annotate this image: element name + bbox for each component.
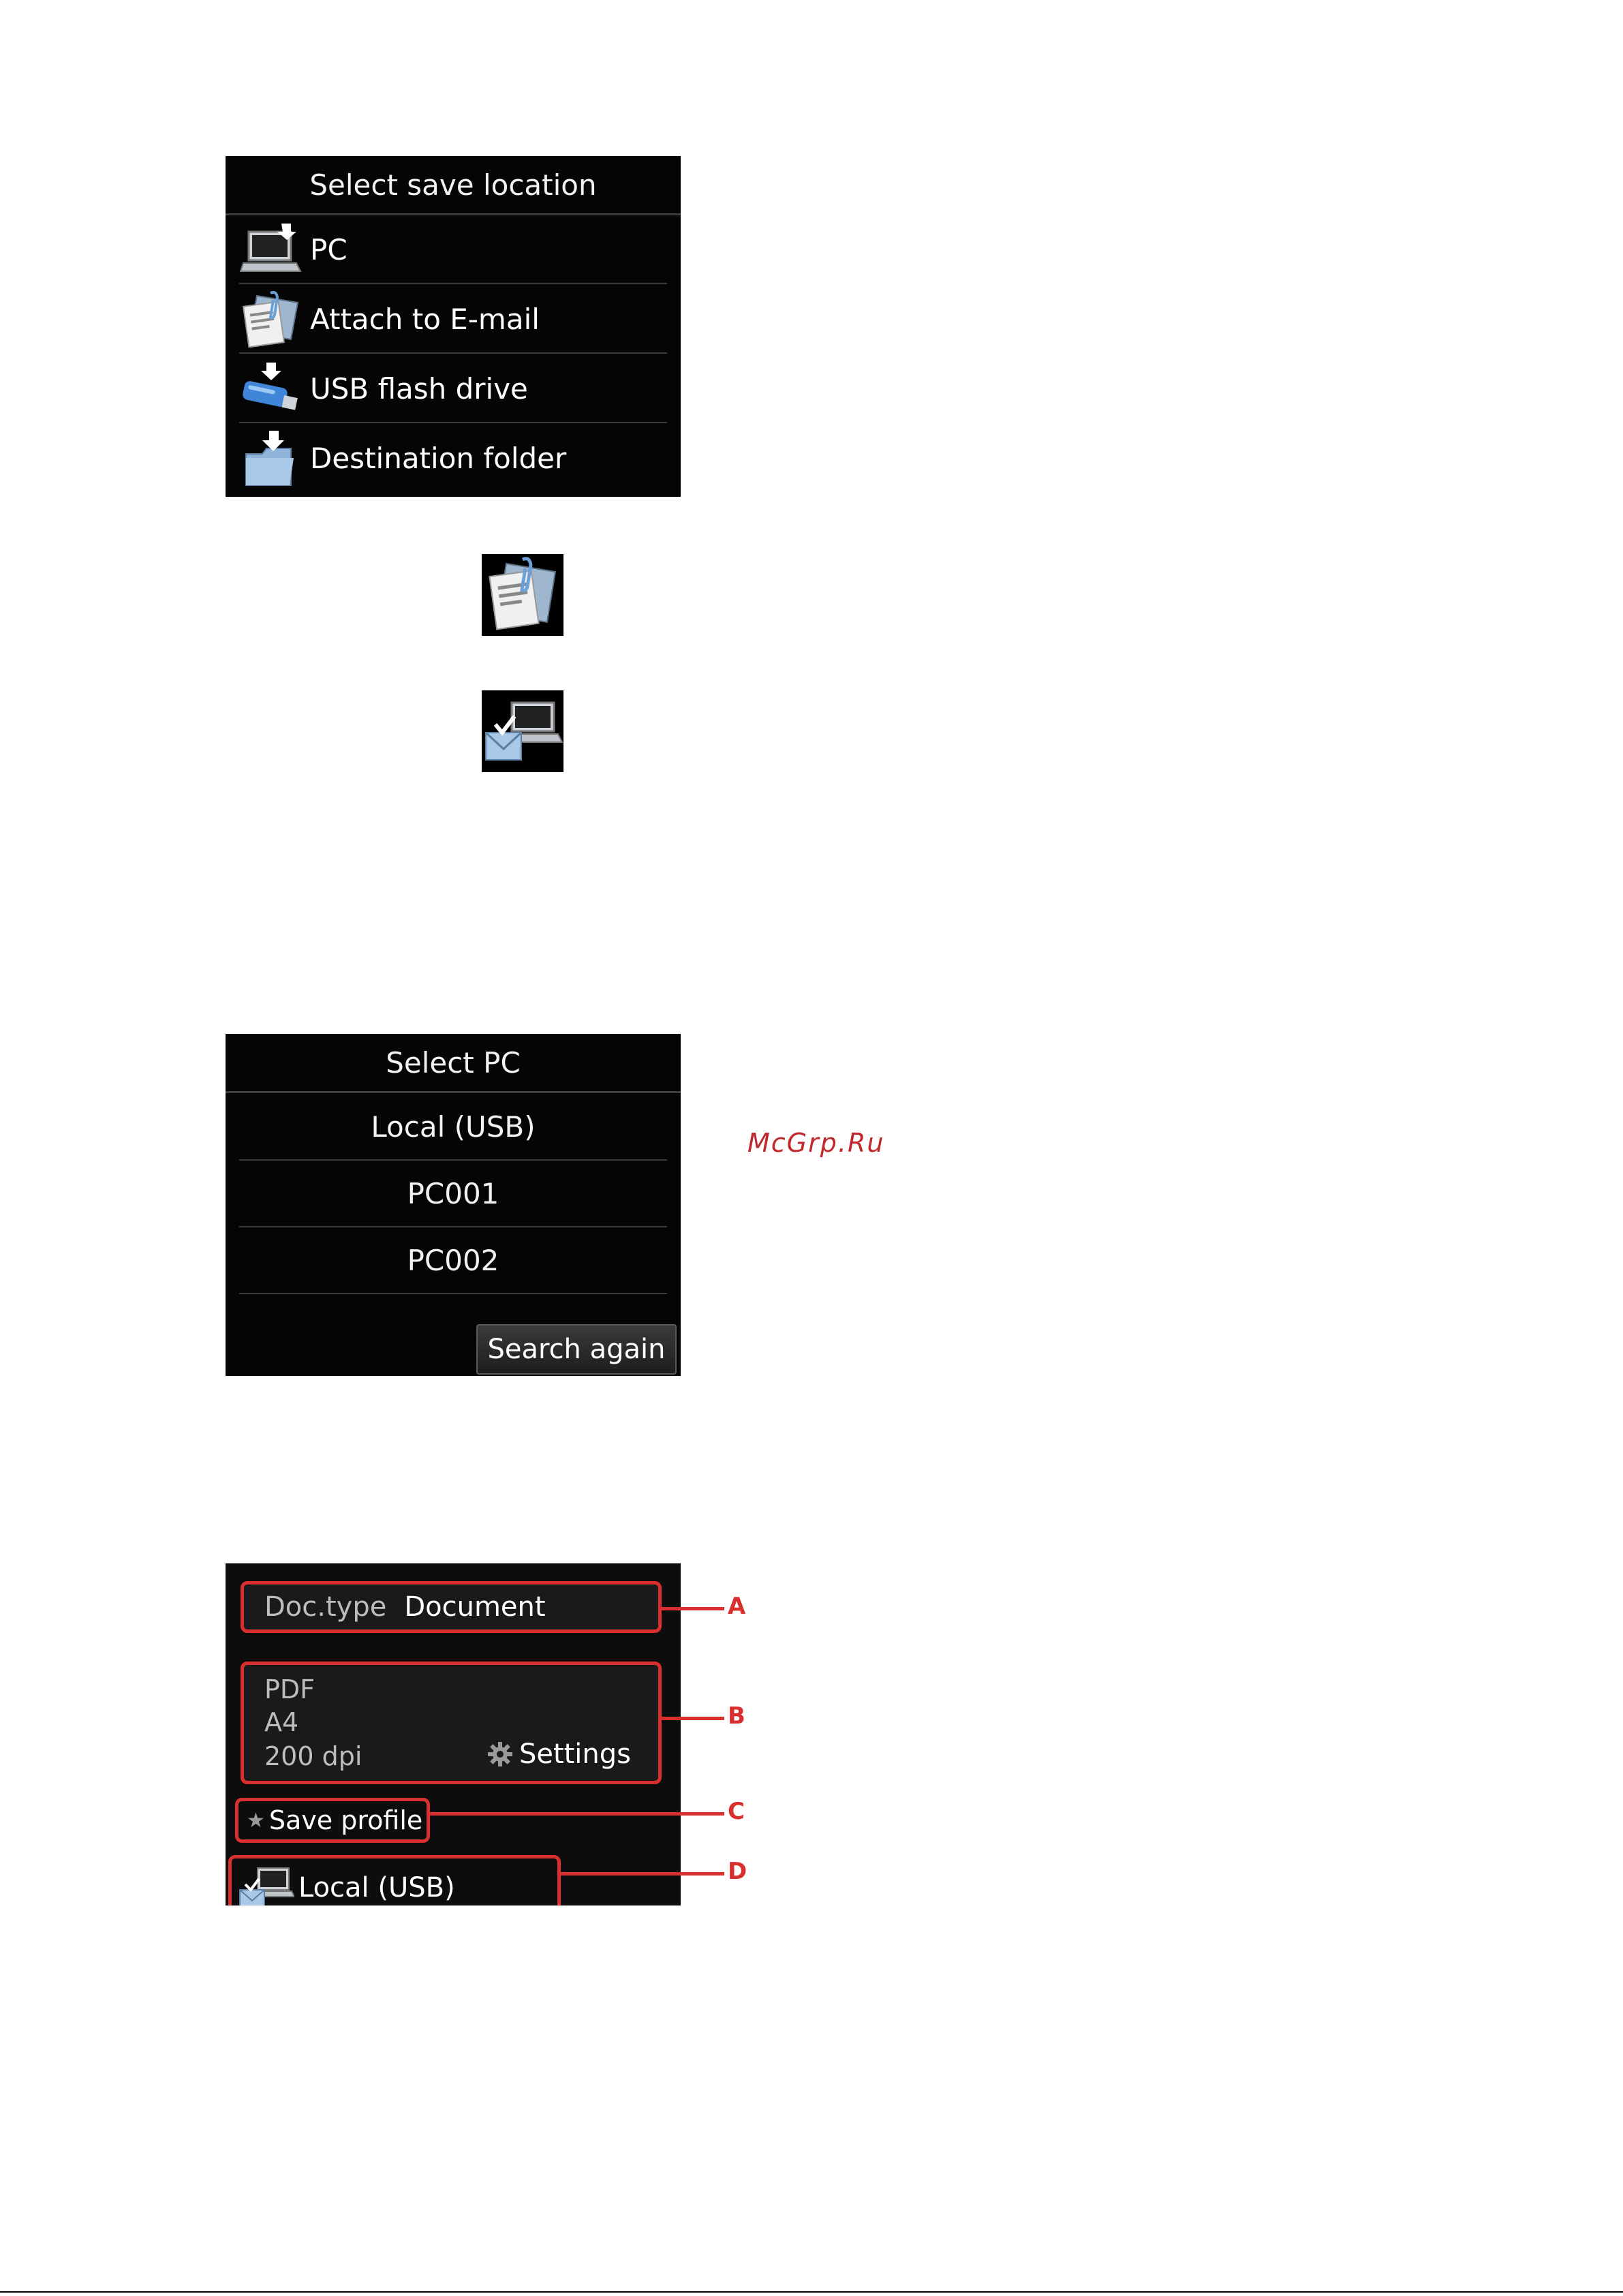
save-location-screen bbox=[226, 156, 681, 497]
gear-icon bbox=[486, 1741, 514, 1768]
save-location-item-email[interactable] bbox=[239, 286, 667, 354]
pc-list-item-local-usb[interactable]: Local (USB) bbox=[239, 1094, 667, 1161]
usb-drive-icon bbox=[239, 360, 307, 417]
page-bottom-rule bbox=[0, 2291, 1623, 2293]
save-location-item-usb[interactable] bbox=[239, 355, 667, 423]
callout-label-b: B bbox=[728, 1702, 745, 1730]
laptop-icon bbox=[239, 221, 307, 278]
pc-list-item-pc002[interactable]: PC002 bbox=[239, 1227, 667, 1294]
pc-list-item-pc001[interactable]: PC001 bbox=[239, 1161, 667, 1227]
doc-type-field[interactable] bbox=[241, 1581, 662, 1633]
callout-label-a: A bbox=[728, 1593, 746, 1620]
star-icon: ★ bbox=[247, 1808, 265, 1833]
select-pc-title: Select PC bbox=[226, 1034, 681, 1093]
email-attachment-icon bbox=[482, 554, 563, 636]
save-location-item-pc[interactable] bbox=[239, 216, 667, 284]
select-pc-screen bbox=[226, 1034, 681, 1376]
format-value: PDF bbox=[264, 1674, 315, 1704]
destination-label: Local (USB) bbox=[298, 1872, 455, 1903]
doc-type-value: Document bbox=[404, 1591, 546, 1623]
save-location-label: USB flash drive bbox=[310, 371, 528, 405]
pc-email-icon bbox=[237, 1865, 294, 1905]
save-location-item-folder[interactable] bbox=[239, 425, 667, 491]
watermark: McGrp.Ru bbox=[747, 1128, 885, 1158]
callout-line-d bbox=[561, 1872, 724, 1876]
callout-label-c: C bbox=[728, 1798, 745, 1825]
callout-line-a bbox=[662, 1607, 724, 1610]
pc-email-icon bbox=[482, 690, 563, 772]
save-profile-button[interactable] bbox=[235, 1798, 430, 1843]
save-profile-label: Save profile bbox=[268, 1805, 423, 1835]
size-value: A4 bbox=[264, 1707, 299, 1737]
doc-type-label: Doc.type bbox=[264, 1591, 387, 1623]
save-location-label: PC bbox=[310, 232, 347, 266]
save-location-label: Destination folder bbox=[310, 441, 567, 475]
search-again-button[interactable]: Search again bbox=[476, 1324, 677, 1375]
resolution-value: 200 dpi bbox=[264, 1741, 362, 1771]
save-location-title: Select save location bbox=[226, 156, 681, 215]
save-location-label: Attach to E-mail bbox=[310, 302, 540, 336]
scan-settings-screen bbox=[226, 1563, 681, 1905]
settings-label: Settings bbox=[519, 1739, 631, 1770]
callout-line-c bbox=[430, 1812, 724, 1816]
settings-button[interactable] bbox=[486, 1739, 631, 1770]
scan-settings-panel[interactable] bbox=[241, 1662, 662, 1784]
callout-line-b bbox=[662, 1717, 724, 1720]
email-attachment-icon bbox=[239, 290, 307, 348]
destination-button[interactable] bbox=[228, 1855, 561, 1905]
folder-icon bbox=[239, 429, 307, 487]
callout-label-d: D bbox=[728, 1858, 747, 1885]
